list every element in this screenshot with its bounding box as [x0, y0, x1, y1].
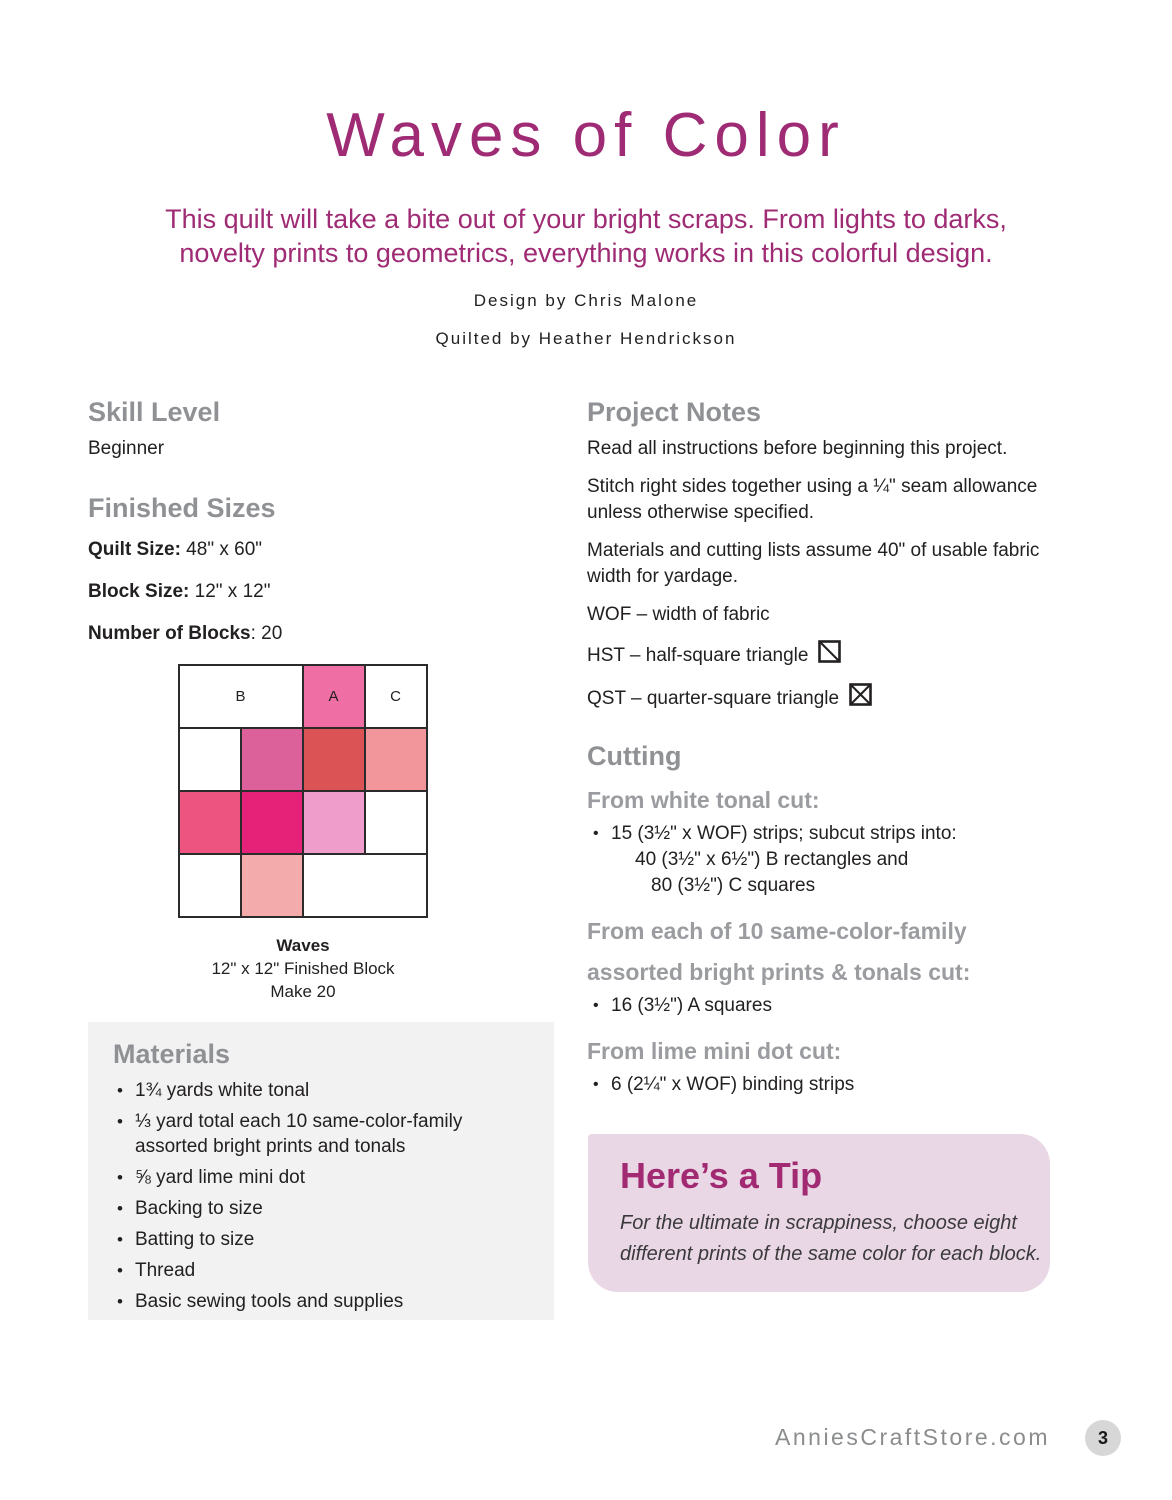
number-of-blocks-row: [88, 622, 558, 646]
cutting-subcut-line: 80 (3½") C squares: [651, 875, 816, 896]
diagram-cell: [242, 792, 302, 853]
cutting-heading: Cutting: [587, 741, 682, 771]
block-diagram: [88, 664, 558, 1003]
number-of-blocks-value: : 20: [250, 623, 283, 644]
list-item: • 16 (3½") A squares: [587, 993, 1050, 1019]
quilt-size-value: 48" x 60": [180, 539, 262, 560]
diagram-cell: [180, 792, 240, 853]
bullet-icon: •: [117, 1168, 123, 1187]
bullet-icon: •: [117, 1081, 123, 1100]
diagram-cell: [242, 729, 302, 790]
page-subtitle: [0, 202, 1172, 270]
diagram-cell: [366, 792, 426, 853]
project-notes-heading: Project Notes: [587, 397, 762, 427]
wof-definition: WOF – width of fabric: [587, 604, 770, 625]
number-of-blocks-label: Number of Blocks: [88, 623, 251, 644]
project-note: Stitch right sides together using a ¼" seam allowance unless otherwise specified.: [587, 476, 1038, 523]
diagram-cell: [180, 729, 240, 790]
subtitle-line-1: This quilt will take a bite out of your bright scraps. From lights to darks,: [165, 204, 1007, 234]
bullet-icon: •: [117, 1230, 123, 1249]
diagram-cell-a: [304, 666, 364, 727]
list-item: • 15 (3½" x WOF) strips; subcut strips into:: [587, 821, 1050, 847]
quilted-credit: Quilted by Heather Hendrickson: [435, 329, 737, 348]
cutting-subheading-lime: From lime mini dot cut:: [587, 1038, 842, 1064]
page-number-badge: [1085, 1420, 1121, 1456]
cell-label-c: C: [390, 688, 402, 705]
tip-text-line-1: For the ultimate in scrappiness, choose eight: [620, 1212, 1017, 1234]
cutting-subheading-white-tonal: From white tonal cut:: [587, 787, 820, 813]
list-item: • ⅓ yard total each 10 same-color-family assorted bright prints and tonals: [113, 1109, 505, 1159]
diagram-cell: [242, 855, 302, 916]
bullet-icon: •: [593, 1076, 599, 1093]
tip-heading: Here’s a Tip: [620, 1155, 823, 1196]
diagram-cell: [304, 855, 426, 916]
bullet-icon: •: [593, 825, 599, 842]
project-note: Materials and cutting lists assume 40" of usable fabric width for yardage.: [587, 540, 1040, 587]
block-size-value: 12" x 12": [189, 581, 271, 602]
hst-definition: HST – half-square triangle: [587, 640, 1050, 671]
right-column: [587, 396, 1050, 1098]
quilt-size-row: [88, 538, 558, 562]
subtitle-line-2: novelty prints to geometrics, everything works in this colorful design.: [179, 238, 993, 268]
left-column: [88, 396, 558, 1003]
list-item: • Backing to size: [113, 1196, 505, 1221]
page-number: 3: [1097, 1427, 1108, 1448]
bullet-icon: •: [117, 1261, 123, 1280]
diagram-caption-title: Waves: [276, 936, 330, 955]
half-square-triangle-icon: [818, 640, 841, 671]
tip-box: [588, 1134, 1050, 1292]
block-diagram-grid: [178, 664, 428, 918]
project-note: Read all instructions before beginning this project.: [587, 438, 1008, 459]
materials-heading: Materials: [113, 1039, 231, 1069]
qst-definition: QST – quarter-square triangle: [587, 683, 1050, 714]
skill-level-heading: Skill Level: [88, 397, 221, 427]
diagram-cell: [304, 792, 364, 853]
bullet-icon: •: [117, 1112, 123, 1131]
cutting-subheading-bright-prints-line2: assorted bright prints & tonals cut:: [587, 959, 971, 985]
list-item: • 6 (2¼" x WOF) binding strips: [587, 1072, 1050, 1098]
quilt-size-label: Quilt Size:: [88, 539, 181, 560]
quarter-square-triangle-icon: [849, 683, 872, 714]
block-size-row: [88, 580, 558, 604]
list-item: • Thread: [113, 1258, 505, 1283]
cell-label-b: B: [235, 688, 247, 705]
cutting-subcut-line: 40 (3½" x 6½") B rectangles and: [635, 849, 909, 870]
diagram-caption-size: 12" x 12" Finished Block: [211, 959, 395, 978]
list-item: • Batting to size: [113, 1227, 505, 1252]
list-item: • Basic sewing tools and supplies: [113, 1289, 505, 1314]
cell-label-a: A: [328, 688, 340, 705]
bullet-icon: •: [117, 1292, 123, 1311]
diagram-cell: [304, 729, 364, 790]
list-item: • ⅝ yard lime mini dot: [113, 1165, 505, 1190]
list-item: • 1¾ yards white tonal: [113, 1078, 505, 1103]
diagram-cell-b: [180, 666, 302, 727]
bullet-icon: •: [117, 1199, 123, 1218]
page-title: Waves of Color: [326, 101, 846, 170]
materials-box: [88, 1022, 554, 1320]
diagram-cell: [180, 855, 240, 916]
cutting-subheading-bright-prints: From each of 10 same-color-family: [587, 918, 967, 944]
skill-level-value: Beginner: [88, 438, 165, 459]
block-size-label: Block Size:: [88, 581, 190, 602]
diagram-cell: [366, 729, 426, 790]
footer-site-url: AnniesCraftStore.com: [775, 1424, 1050, 1450]
diagram-caption-make: Make 20: [270, 982, 336, 1001]
design-credit: Design by Chris Malone: [473, 291, 699, 310]
tip-text-line-2: different prints of the same color for each block.: [620, 1243, 1042, 1265]
tip-text: [620, 1208, 1050, 1270]
bullet-icon: •: [593, 997, 599, 1014]
diagram-cell-c: [366, 666, 426, 727]
finished-sizes-heading: Finished Sizes: [88, 493, 276, 523]
diagram-caption: [178, 934, 428, 1003]
